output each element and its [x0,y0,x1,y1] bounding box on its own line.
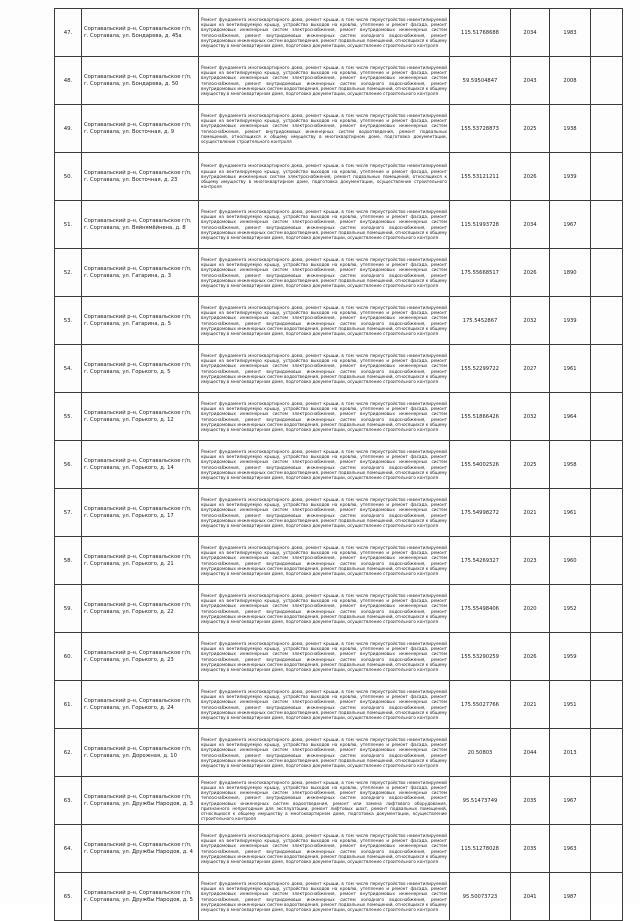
planned-year-cell: 2021 [511,681,550,729]
address-cell: Сортавальский р-н, Сортавальское г/п, г. Сортавала, ул. Горького, д. 22 [82,585,199,633]
planned-year-cell: 2026 [511,249,550,297]
row-number-cell: 50. [55,153,82,201]
empty-cell [591,297,623,345]
planned-year-cell: 2021 [511,489,550,537]
table-row [55,681,623,729]
empty-cell [591,537,623,585]
address-cell: Сортавальский р-н, Сортавальское г/п, г. Сортавала, ул. Горького, д. 24 [82,681,199,729]
build-year-cell: 1987 [550,873,591,921]
address-cell: Сортавальский р-н, Сортавальское г/п, г. Сортавала, ул. Гагарина, д. 3 [82,249,199,297]
works-cell [199,537,450,585]
cost-cell: 20.50803 [450,729,511,777]
planned-year-cell: 2034 [511,201,550,249]
works-cell [199,777,450,825]
works-cell [199,873,450,921]
row-number-cell: 47. [55,9,82,57]
works-cell [199,9,450,57]
capital-repair-register-table [54,8,623,921]
address-cell: Сортавальский р-н, Сортавальское г/п, г. Сортавала, ул. Восточная, д. 23 [82,153,199,201]
row-number-cell: 59. [55,585,82,633]
works-cell [199,681,450,729]
row-number-cell: 61. [55,681,82,729]
works-text: Ремонт фундамента многоквартирного дома, ремонт крыши, в том числе переустройство невентилируемой крыши на вентилируемую крышу, устройство выходов на кровлю, утепление и ремонт фасада, ремонт внутридомовых инженерных систем электроснабжения, ремонт внутридомовых инженерных систем теплоснабжения, ремонт внутридомовых инженерных систем водоотведения, ремонт подвальных помещений, относящихся к общему имуществу в многоквартирном доме, подготовка документации, осуществление строительного контроля [201,112,447,144]
table-row [55,153,623,201]
cost-cell: 115.51768688 [450,9,511,57]
address-cell: Сортавальский р-н, Сортавальское г/п, г. Сортавала, ул. Дружбы Народов, д. 3 [82,777,199,825]
planned-year-cell: 2041 [511,873,550,921]
address-cell: Сортавальский р-н, Сортавальское г/п, г. Сортавала, ул. Дорожная, д. 10 [82,729,199,777]
register-table-body [55,9,623,921]
cost-cell: 155.52299722 [450,345,511,393]
address-cell: Сортавальский р-н, Сортавальское г/п, г. Сортавала, ул. Бондарева, д. 45а [82,9,199,57]
planned-year-cell: 2032 [511,393,550,441]
works-text: Ремонт фундамента многоквартирного дома, ремонт крыши, в том числе переустройство невентилируемой крыши на вентилируемую крышу, устройство выходов на кровлю, утепление и ремонт фасада, ремонт внутридомовых инженерных систем электроснабжения, ремонт внутридомовых инженерных систем теплоснабжения, ремонт внутридомовых инженерных систем холодного водоснабжения, ремонт внутридомовых инженерных систем водоотведения, ремонт подвальных помещений, относящихся к общему имуществу в многоквартирном доме, подготовка документации, осуществление строительного контроля [201,256,447,288]
works-text: Ремонт фундамента многоквартирного дома, ремонт крыши, в том числе переустройство невентилируемой крыши на вентилируемую крышу, устройство выходов на кровлю, утепление и ремонт фасада, ремонт внутридомовых инженерных систем электроснабжения, ремонт внутридомовых инженерных систем теплоснабжения, ремонт внутридомовых инженерных систем холодного водоснабжения, ремонт внутридомовых инженерных систем водоотведения, ремонт подвальных помещений, относящихся к общему имуществу в многоквартирном доме, подготовка документации, осуществление строительного контроля [201,496,447,528]
address-cell: Сортавальский р-н, Сортавальское г/п, г. Сортавала, ул. Горького, д. 5 [82,345,199,393]
table-row [55,9,623,57]
works-cell [199,105,450,153]
works-text: Ремонт фундамента многоквартирного дома, ремонт крыши, в том числе переустройство невентилируемой крыши на вентилируемую крышу, устройство выходов на кровлю, утепление и ремонт фасада, ремонт внутридомовых инженерных систем электроснабжения, ремонт внутридомовых инженерных систем теплоснабжения, ремонт внутридомовых инженерных систем холодного водоснабжения, ремонт внутридомовых инженерных систем водоотведения, ремонт подвальных помещений, относящихся к общему имуществу в многоквартирном доме, подготовка документации, осуществление строительного контроля [201,16,447,48]
build-year-cell: 1967 [550,201,591,249]
cost-cell: 175.5452867 [450,297,511,345]
works-text: Ремонт фундамента многоквартирного дома, ремонт крыши, в том числе переустройство невентилируемой крыши на вентилируемую крышу, устройство выходов на кровлю, утепление и ремонт фасада, ремонт внутридомовых инженерных систем электроснабжения, ремонт внутридомовых инженерных систем теплоснабжения, ремонт внутридомовых инженерных систем холодного водоснабжения, ремонт внутридомовых инженерных систем водоотведения, ремонт подвальных помещений, относящихся к общему имуществу в многоквартирном доме, подготовка документации, осуществление строительного контроля [201,832,447,864]
address-cell: Сортавальский р-н, Сортавальское г/п, г. Сортавала, ул. Горького, д. 17 [82,489,199,537]
empty-cell [591,681,623,729]
build-year-cell: 1951 [550,681,591,729]
works-text: Ремонт фундамента многоквартирного дома, ремонт крыши, в том числе переустройство невентилируемой крыши на вентилируемую крышу, устройство выходов на кровлю, утепление и ремонт фасада, ремонт внутридомовых инженерных систем электроснабжения, ремонт внутридомовых инженерных систем теплоснабжения, ремонт внутридомовых инженерных систем холодного водоснабжения, ремонт внутридомовых инженерных систем водоотведения, ремонт подвальных помещений, относящихся к общему имуществу в многоквартирном доме, подготовка документации, осуществление строительного контроля [201,448,447,480]
address-cell: Сортавальский р-н, Сортавальское г/п, г. Сортавала, ул. Горького, д. 21 [82,537,199,585]
works-cell [199,153,450,201]
build-year-cell: 1958 [550,441,591,489]
empty-cell [591,729,623,777]
table-row [55,777,623,825]
build-year-cell: 1963 [550,825,591,873]
works-cell [199,393,450,441]
row-number-cell: 58. [55,537,82,585]
row-number-cell: 57. [55,489,82,537]
row-number-cell: 55. [55,393,82,441]
build-year-cell: 1952 [550,585,591,633]
works-text: Ремонт фундамента многоквартирного дома, ремонт крыши, в том числе переустройство невентилируемой крыши на вентилируемую крышу, устройство выходов на кровлю, утепление и ремонт фасада, ремонт внутридомовых инженерных систем электроснабжения, ремонт внутридомовых инженерных систем теплоснабжения, ремонт внутридомовых инженерных систем холодного водоснабжения, ремонт внутридомовых инженерных систем водоотведения, ремонт или замена лифтового оборудования, признанного непригодным для эксплуатации, ремонт лифтовых шахт, ремонт подвальных помещений, относящихся к общему имуществу в многоквартирном доме, подготовка документации, осуществление строительного контроля [201,779,447,822]
table-row [55,729,623,777]
build-year-cell: 2008 [550,57,591,105]
works-cell [199,249,450,297]
cost-cell: 59.59504847 [450,57,511,105]
build-year-cell: 1939 [550,297,591,345]
empty-cell [591,441,623,489]
works-text: Ремонт фундамента многоквартирного дома, ремонт крыши, в том числе переустройство невентилируемой крыши на вентилируемую крышу, устройство выходов на кровлю, утепление и ремонт фасада, ремонт внутридомовых инженерных систем электроснабжения, ремонт внутридомовых инженерных систем теплоснабжения, ремонт внутридомовых инженерных систем холодного водоснабжения, ремонт внутридомовых инженерных систем водоотведения, ремонт подвальных помещений, относящихся к общему имуществу в многоквартирном доме, подготовка документации, осуществление строительного контроля [201,208,447,240]
works-cell [199,345,450,393]
table-row [55,249,623,297]
build-year-cell: 2013 [550,729,591,777]
cost-cell: 155.53290259 [450,633,511,681]
row-number-cell: 49. [55,105,82,153]
table-row [55,585,623,633]
planned-year-cell: 2027 [511,345,550,393]
works-text: Ремонт фундамента многоквартирного дома, ремонт крыши, в том числе переустройство невентилируемой крыши на вентилируемую крышу, устройство выходов на кровлю, утепление и ремонт фасада, ремонт внутридомовых инженерных систем электроснабжения, ремонт внутридомовых инженерных систем теплоснабжения, ремонт внутридомовых инженерных систем холодного водоснабжения, ремонт внутридомовых инженерных систем водоотведения, ремонт подвальных помещений, относящихся к общему имуществу в многоквартирном доме, подготовка документации, осуществление строительного контроля [201,640,447,672]
cost-cell: 175.55027766 [450,681,511,729]
build-year-cell: 1959 [550,633,591,681]
cost-cell: 155.53728873 [450,105,511,153]
empty-cell [591,105,623,153]
table-row [55,105,623,153]
row-number-cell: 62. [55,729,82,777]
build-year-cell: 1964 [550,393,591,441]
works-text: Ремонт фундамента многоквартирного дома, ремонт крыши, в том числе переустройство невентилируемой крыши на вентилируемую крышу, устройство выходов на кровлю, утепление и ремонт фасада, ремонт внутридомовых инженерных систем электроснабжения, ремонт подвальных помещений, относящихся к общему имуществу в многоквартирном доме, подготовка документации, осуществление строительного контроля [201,163,447,190]
cost-cell: 95.51473749 [450,777,511,825]
table-row [55,57,623,105]
empty-cell [591,201,623,249]
table-row [55,873,623,921]
address-cell: Сортавальский р-н, Сортавальское г/п, г. Сортавала, ул. Вяйнямёйнена, д. 8 [82,201,199,249]
empty-cell [591,873,623,921]
row-number-cell: 64. [55,825,82,873]
empty-cell [591,153,623,201]
address-cell: Сортавальский р-н, Сортавальское г/п, г. Сортавала, ул. Дружбы Народов, д. 5 [82,873,199,921]
build-year-cell: 1960 [550,537,591,585]
table-row [55,297,623,345]
cost-cell: 175.54998272 [450,489,511,537]
address-cell: Сортавальский р-н, Сортавальское г/п, г. Сортавала, ул. Горького, д. 23 [82,633,199,681]
works-cell [199,57,450,105]
planned-year-cell: 2026 [511,633,550,681]
cost-cell: 115.51278028 [450,825,511,873]
address-cell: Сортавальский р-н, Сортавальское г/п, г. Сортавала, ул. Бондарева, д. 50 [82,57,199,105]
empty-cell [591,825,623,873]
cost-cell: 95.50073723 [450,873,511,921]
works-text: Ремонт фундамента многоквартирного дома, ремонт крыши, в том числе переустройство невентилируемой крыши на вентилируемую крышу, устройство выходов на кровлю, утепление и ремонт фасада, ремонт внутридомовых инженерных систем электроснабжения, ремонт внутридомовых инженерных систем теплоснабжения, ремонт внутридомовых инженерных систем холодного водоснабжения, ремонт внутридомовых инженерных систем водоотведения, ремонт подвальных помещений, относящихся к общему имуществу в многоквартирном доме, подготовка документации, осуществление строительного контроля [201,400,447,432]
works-cell [199,729,450,777]
works-text: Ремонт фундамента многоквартирного дома, ремонт крыши, в том числе переустройство невентилируемой крыши на вентилируемую крышу, устройство выходов на кровлю, утепление и ремонт фасада, ремонт внутридомовых инженерных систем электроснабжения, ремонт внутридомовых инженерных систем теплоснабжения, ремонт внутридомовых инженерных систем холодного водоснабжения, ремонт внутридомовых инженерных систем водоотведения, ремонт подвальных помещений, относящихся к общему имуществу в многоквартирном доме, подготовка документации, осуществление строительного контроля [201,544,447,576]
works-cell [199,201,450,249]
row-number-cell: 60. [55,633,82,681]
build-year-cell: 1939 [550,153,591,201]
planned-year-cell: 2044 [511,729,550,777]
works-text: Ремонт фундамента многоквартирного дома, ремонт крыши, в том числе переустройство невентилируемой крыши на вентилируемую крышу, устройство выходов на кровлю, утепление и ремонт фасада, ремонт внутридомовых инженерных систем электроснабжения, ремонт внутридомовых инженерных систем теплоснабжения, ремонт внутридомовых инженерных систем холодного водоснабжения, ремонт внутридомовых инженерных систем водоотведения, ремонт подвальных помещений, относящихся к общему имуществу в многоквартирном доме, подготовка документации, осуществление строительного контроля [201,352,447,384]
row-number-cell: 48. [55,57,82,105]
build-year-cell: 1967 [550,777,591,825]
works-text: Ремонт фундамента многоквартирного дома, ремонт крыши, в том числе переустройство невентилируемой крыши на вентилируемую крышу, устройство выходов на кровлю, утепление и ремонт фасада, ремонт внутридомовых инженерных систем электроснабжения, ремонт внутридомовых инженерных систем теплоснабжения, ремонт внутридомовых инженерных систем холодного водоснабжения, ремонт внутридомовых инженерных систем водоотведения, ремонт подвальных помещений, относящихся к общему имуществу в многоквартирном доме, подготовка документации, осуществление строительного контроля [201,688,447,720]
table-row [55,201,623,249]
works-cell [199,297,450,345]
address-cell: Сортавальский р-н, Сортавальское г/п, г. Сортавала, ул. Дружбы Народов, д. 4 [82,825,199,873]
table-row [55,633,623,681]
build-year-cell: 1983 [550,9,591,57]
planned-year-cell: 2020 [511,585,550,633]
empty-cell [591,585,623,633]
empty-cell [591,249,623,297]
empty-cell [591,489,623,537]
build-year-cell: 1961 [550,489,591,537]
cost-cell: 155.51866426 [450,393,511,441]
works-cell [199,633,450,681]
works-cell [199,585,450,633]
address-cell: Сортавальский р-н, Сортавальское г/п, г. Сортавала, ул. Горького, д. 14 [82,441,199,489]
build-year-cell: 1890 [550,249,591,297]
planned-year-cell: 2034 [511,9,550,57]
row-number-cell: 63. [55,777,82,825]
empty-cell [591,9,623,57]
address-cell: Сортавальский р-н, Сортавальское г/п, г. Сортавала, ул. Гагарина, д. 5 [82,297,199,345]
works-cell [199,489,450,537]
build-year-cell: 1938 [550,105,591,153]
row-number-cell: 51. [55,201,82,249]
cost-cell: 155.54002526 [450,441,511,489]
row-number-cell: 54. [55,345,82,393]
works-text: Ремонт фундамента многоквартирного дома, ремонт крыши, в том числе переустройство невентилируемой крыши на вентилируемую крышу, устройство выходов на кровлю, утепление и ремонт фасада, ремонт внутридомовых инженерных систем электроснабжения, ремонт внутридомовых инженерных систем теплоснабжения, ремонт внутридомовых инженерных систем холодного водоснабжения, ремонт внутридомовых инженерных систем водоотведения, ремонт подвальных помещений, относящихся к общему имуществу в многоквартирном доме, подготовка документации, осуществление строительного контроля [201,304,447,336]
table-row [55,345,623,393]
works-cell [199,441,450,489]
empty-cell [591,633,623,681]
planned-year-cell: 2025 [511,441,550,489]
build-year-cell: 1961 [550,345,591,393]
empty-cell [591,777,623,825]
empty-cell [591,393,623,441]
address-cell: Сортавальский р-н, Сортавальское г/п, г. Сортавала, ул. Горького, д. 12 [82,393,199,441]
address-cell: Сортавальский р-н, Сортавальское г/п, г. Сортавала, ул. Восточная, д. 9 [82,105,199,153]
empty-cell [591,345,623,393]
works-cell [199,825,450,873]
table-row [55,489,623,537]
row-number-cell: 52. [55,249,82,297]
row-number-cell: 53. [55,297,82,345]
cost-cell: 175.55498406 [450,585,511,633]
planned-year-cell: 2035 [511,825,550,873]
empty-cell [591,57,623,105]
planned-year-cell: 2032 [511,297,550,345]
planned-year-cell: 2043 [511,57,550,105]
cost-cell: 155.53121211 [450,153,511,201]
works-text: Ремонт фундамента многоквартирного дома, ремонт крыши, в том числе переустройство невентилируемой крыши на вентилируемую крышу, устройство выходов на кровлю, утепление и ремонт фасада, ремонт внутридомовых инженерных систем электроснабжения, ремонт внутридомовых инженерных систем теплоснабжения, ремонт внутридомовых инженерных систем холодного водоснабжения, ремонт внутридомовых инженерных систем водоотведения, ремонт подвальных помещений, относящихся к общему имуществу в многоквартирном доме, подготовка документации, осуществление строительного контроля [201,880,447,912]
planned-year-cell: 2025 [511,105,550,153]
works-text: Ремонт фундамента многоквартирного дома, ремонт крыши, в том числе переустройство невентилируемой крыши на вентилируемую крышу, устройство выходов на кровлю, утепление и ремонт фасада, ремонт внутридомовых инженерных систем электроснабжения, ремонт внутридомовых инженерных систем теплоснабжения, ремонт внутридомовых инженерных систем холодного водоснабжения, ремонт внутридомовых инженерных систем водоотведения, ремонт подвальных помещений, относящихся к общему имуществу в многоквартирном доме, подготовка документации, осуществление строительного контроля [201,592,447,624]
table-row [55,441,623,489]
cost-cell: 175.54269327 [450,537,511,585]
row-number-cell: 56. [55,441,82,489]
cost-cell: 115.51993728 [450,201,511,249]
works-text: Ремонт фундамента многоквартирного дома, ремонт крыши, в том числе переустройство невентилируемой крыши на вентилируемую крышу, устройство выходов на кровлю, утепление и ремонт фасада, ремонт внутридомовых инженерных систем электроснабжения, ремонт внутридомовых инженерных систем теплоснабжения, ремонт внутридомовых инженерных систем холодного водоснабжения, ремонт внутридомовых инженерных систем водоотведения, ремонт подвальных помещений, относящихся к общему имуществу в многоквартирном доме, подготовка документации, осуществление строительного контроля [201,736,447,768]
cost-cell: 175.55668517 [450,249,511,297]
planned-year-cell: 2026 [511,153,550,201]
table-row [55,393,623,441]
planned-year-cell: 2035 [511,777,550,825]
row-number-cell: 65. [55,873,82,921]
planned-year-cell: 2023 [511,537,550,585]
table-row [55,537,623,585]
works-text: Ремонт фундамента многоквартирного дома, ремонт крыши, в том числе переустройство невентилируемой крыши на вентилируемую крышу, устройство выходов на кровлю, утепление и ремонт фасада, ремонт внутридомовых инженерных систем электроснабжения, ремонт внутридомовых инженерных систем теплоснабжения, ремонт внутридомовых инженерных систем холодного водоснабжения, ремонт внутридомовых инженерных систем водоотведения, ремонт подвальных помещений, относящихся к общему имуществу в многоквартирном доме, подготовка документации, осуществление строительного контроля [201,64,447,96]
table-row [55,825,623,873]
